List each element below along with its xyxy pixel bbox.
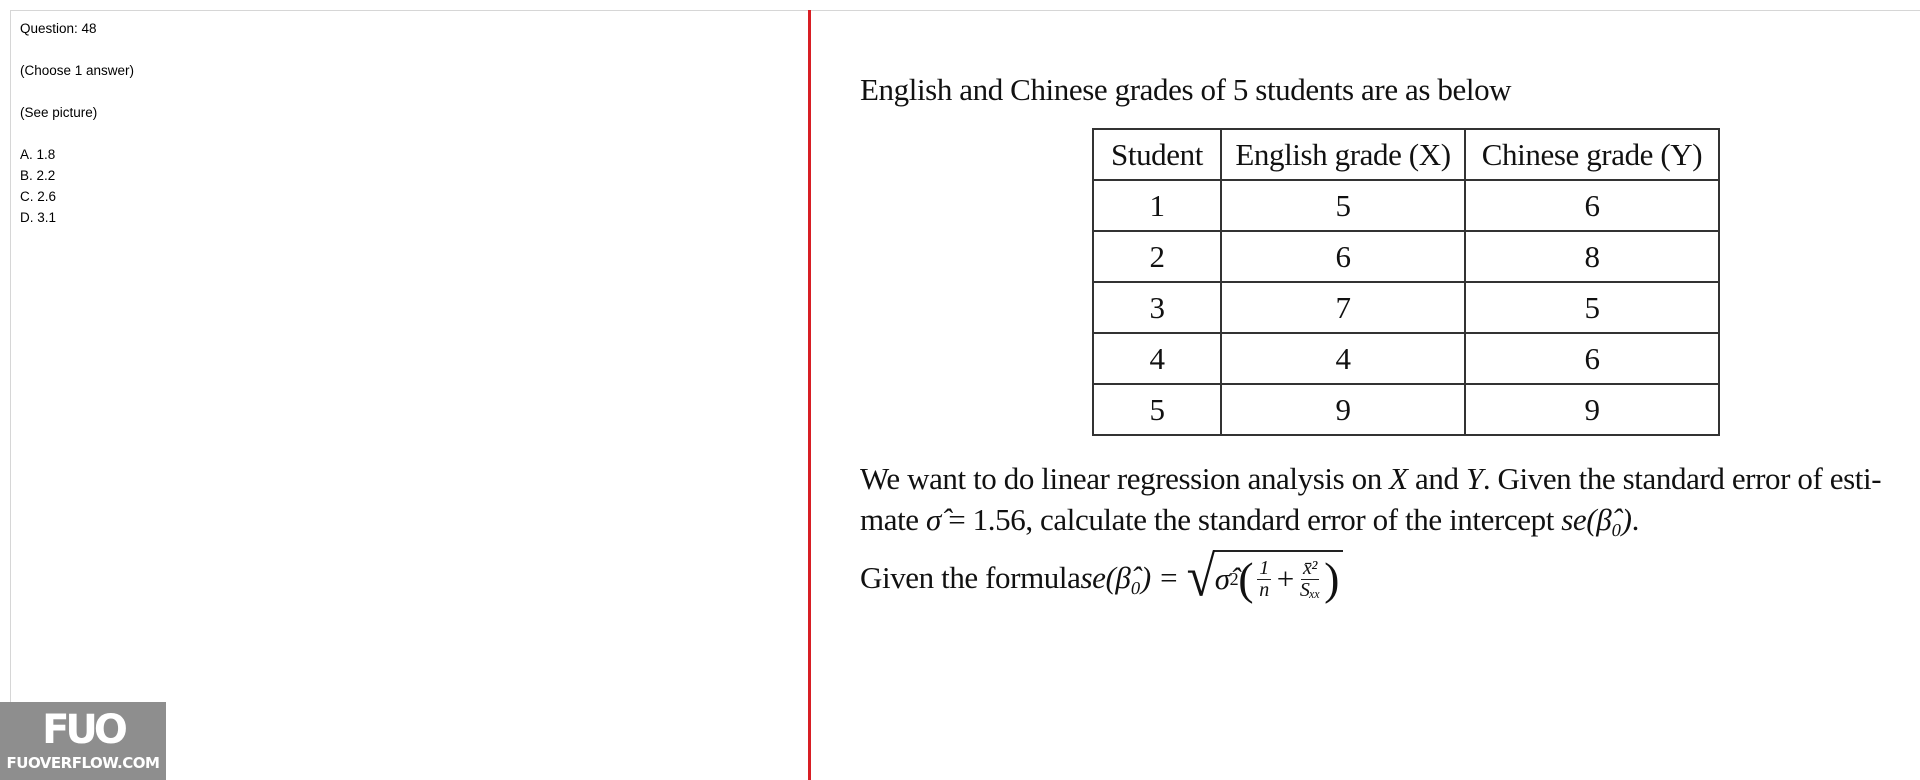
cell-student: 2 [1093, 231, 1221, 282]
answer-option-c[interactable]: C. 2.6 [20, 189, 57, 204]
formula-fraction-2: $\frac{\text{x̄²}}{\text{Sₓₓ}}$ [1299, 556, 1321, 601]
table-row [1093, 282, 1719, 333]
question-note: (See picture) [20, 105, 98, 120]
cell-chinese: 8 [1465, 231, 1719, 282]
picture-paragraph [860, 458, 1881, 540]
header-english: English grade (X) [1221, 129, 1465, 180]
cell-chinese: 6 [1465, 333, 1719, 384]
formula-lhs: se(β̂₀) = [1080, 560, 1179, 595]
paragraph-line-2: mate σ̂ = 1.56, calculate the standard error of the intercept se(β̂₀). [860, 502, 1639, 537]
table-header-row [1093, 129, 1719, 180]
formula-paren-open: ( [1238, 553, 1254, 604]
table-row [1093, 180, 1719, 231]
question-pane [20, 18, 800, 228]
answer-option-a[interactable]: A. 1.8 [20, 147, 56, 162]
answer-option-d[interactable]: D. 3.1 [20, 210, 57, 225]
cell-chinese: 6 [1465, 180, 1719, 231]
question-instruction: (Choose 1 answer) [20, 63, 135, 78]
formula-sqrt [1186, 546, 1343, 609]
header-chinese: Chinese grade (Y) [1465, 129, 1719, 180]
answer-option-b[interactable]: B. 2.2 [20, 168, 56, 183]
formula-paren-close: ) [1324, 553, 1339, 604]
cell-chinese: 5 [1465, 282, 1719, 333]
cell-student: 4 [1093, 333, 1221, 384]
table-row [1093, 333, 1719, 384]
logo-mark: FUO [42, 707, 124, 753]
radical-sign-icon: √ [1186, 546, 1215, 609]
formula-exponent: 2 [1229, 568, 1239, 589]
formula-prefix: Given the formula [860, 560, 1081, 595]
site-logo[interactable] [0, 702, 166, 780]
formula-fraction-1: $\frac{1}{n}$ [1259, 556, 1269, 601]
formula-plus: + [1276, 561, 1294, 596]
cell-english: 9 [1221, 384, 1465, 435]
paragraph-line-1: We want to do linear regression analysis on X and Y. Given the standard error of esti- [860, 461, 1882, 496]
formula-line [860, 546, 1343, 609]
table-row [1093, 231, 1719, 282]
logo-text: FUOVERFLOW.COM [6, 754, 160, 772]
cell-english: 7 [1221, 282, 1465, 333]
pane-divider [808, 10, 811, 780]
formula-radicand [1213, 550, 1343, 602]
header-student: Student [1093, 129, 1221, 180]
question-picture [860, 66, 1920, 780]
picture-intro: English and Chinese grades of 5 students are as below [860, 72, 1512, 107]
var-y: Y [1465, 461, 1483, 496]
cell-english: 6 [1221, 231, 1465, 282]
cell-chinese: 9 [1465, 384, 1719, 435]
question-number: Question: 48 [20, 21, 97, 36]
sigma-hat: σ̂ [926, 502, 941, 537]
se-beta0: se(β̂₀) [1561, 502, 1632, 537]
formula-sigma: σ̂ [1214, 561, 1230, 596]
table-row [1093, 384, 1719, 435]
var-x: X [1389, 461, 1408, 496]
cell-student: 3 [1093, 282, 1221, 333]
cell-student: 5 [1093, 384, 1221, 435]
cell-english: 4 [1221, 333, 1465, 384]
cell-english: 5 [1221, 180, 1465, 231]
left-border [10, 10, 11, 780]
grades-table [1092, 128, 1720, 436]
top-border [10, 10, 1920, 11]
cell-student: 1 [1093, 180, 1221, 231]
